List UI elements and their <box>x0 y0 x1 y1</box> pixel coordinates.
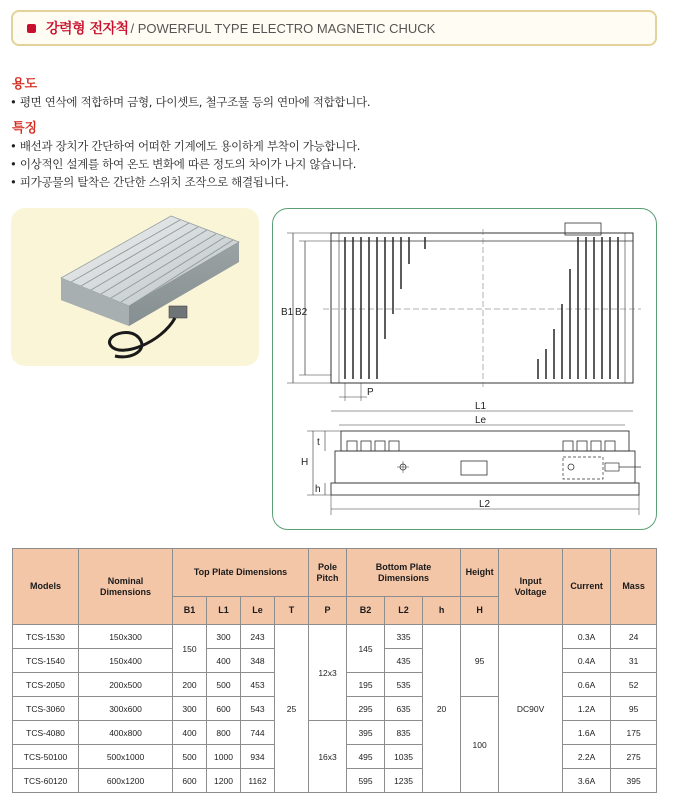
cell-le: 348 <box>241 649 275 673</box>
cell-mass: 24 <box>611 625 657 649</box>
col-nominal-line1: Nominal <box>107 575 144 586</box>
cell-b1: 400 <box>173 721 207 745</box>
label-h-upper: H <box>301 457 309 468</box>
table-row <box>13 625 657 649</box>
cell-b2: 495 <box>347 745 385 769</box>
page-title-korean: 강력형 전자척 <box>46 21 129 37</box>
cell-l1: 500 <box>207 673 241 697</box>
cell-p: 12x3 <box>309 625 347 721</box>
label-t: t <box>317 437 320 448</box>
cell-voltage: DC90V <box>499 625 563 793</box>
col-pole-line2: Pitch <box>316 572 339 583</box>
product-photo <box>11 208 259 366</box>
col-input-line2: Voltage <box>514 586 547 597</box>
cell-l2: 635 <box>385 697 423 721</box>
cell-mass: 175 <box>611 721 657 745</box>
sub-p: P <box>309 597 347 625</box>
cell-b2: 145 <box>347 625 385 673</box>
sub-l1: L1 <box>207 597 241 625</box>
cell-current: 0.4A <box>563 649 611 673</box>
page-title-english: / POWERFUL TYPE ELECTRO MAGNETIC CHUCK <box>130 20 436 36</box>
sub-h-upper: H <box>461 597 499 625</box>
sub-b1: B1 <box>173 597 207 625</box>
cell-model: TCS-2050 <box>13 673 79 697</box>
cell-b1: 300 <box>173 697 207 721</box>
col-pole-pitch <box>309 549 347 597</box>
cell-t: 25 <box>275 625 309 793</box>
cell-model: TCS-4080 <box>13 721 79 745</box>
cell-p: 16x3 <box>309 721 347 793</box>
col-bottom-plate <box>347 549 461 597</box>
cell-h: 20 <box>423 625 461 793</box>
col-input-voltage <box>499 549 563 625</box>
cell-mass: 52 <box>611 673 657 697</box>
col-current: Current <box>563 549 611 625</box>
cell-nominal: 300x600 <box>79 697 173 721</box>
sub-h-lower: h <box>423 597 461 625</box>
cell-b2: 595 <box>347 769 385 793</box>
spec-table <box>12 548 657 793</box>
cell-b1: 600 <box>173 769 207 793</box>
magnetic-chuck-illustration <box>11 208 259 366</box>
label-h-lower: h <box>315 484 321 495</box>
cell-l2: 1035 <box>385 745 423 769</box>
label-b1: B1 <box>281 307 294 318</box>
col-bottom-line1: Bottom Plate <box>375 561 432 572</box>
label-l1: L1 <box>475 401 487 412</box>
cell-le: 243 <box>241 625 275 649</box>
col-models: Models <box>13 549 79 625</box>
col-bottom-line2: Dimensions <box>378 572 430 583</box>
cell-nominal: 150x400 <box>79 649 173 673</box>
cell-height: 100 <box>461 697 499 793</box>
page-title-bar <box>11 10 657 46</box>
cell-b2: 295 <box>347 697 385 721</box>
cell-nominal: 600x1200 <box>79 769 173 793</box>
cell-model: TCS-1540 <box>13 649 79 673</box>
cell-b1: 200 <box>173 673 207 697</box>
cell-l1: 1200 <box>207 769 241 793</box>
cell-model: TCS-50100 <box>13 745 79 769</box>
cell-current: 2.2A <box>563 745 611 769</box>
cell-b2: 195 <box>347 673 385 697</box>
cell-model: TCS-1530 <box>13 625 79 649</box>
cell-current: 0.3A <box>563 625 611 649</box>
col-height: Height <box>461 549 499 597</box>
col-nominal-line2: Dimensions <box>99 586 151 597</box>
cell-mass: 31 <box>611 649 657 673</box>
usage-line: • 평면 연삭에 적합하며 금형, 다이셋트, 철구조물 등의 연마에 적합합니다. <box>10 95 371 109</box>
label-le: Le <box>475 415 487 426</box>
cell-nominal: 150x300 <box>79 625 173 649</box>
technical-drawing <box>272 208 657 530</box>
cell-l1: 800 <box>207 721 241 745</box>
label-b2: B2 <box>295 307 308 318</box>
cell-l2: 535 <box>385 673 423 697</box>
cell-nominal: 200x500 <box>79 673 173 697</box>
cell-b2: 395 <box>347 721 385 745</box>
cell-le: 744 <box>241 721 275 745</box>
cell-l2: 335 <box>385 625 423 649</box>
sub-l2: L2 <box>385 597 423 625</box>
cell-model: TCS-60120 <box>13 769 79 793</box>
cell-b1: 150 <box>173 625 207 673</box>
cell-nominal: 400x800 <box>79 721 173 745</box>
label-l2: L2 <box>479 499 491 510</box>
cell-le: 1162 <box>241 769 275 793</box>
sub-t: T <box>275 597 309 625</box>
cell-current: 0.6A <box>563 673 611 697</box>
dimension-drawing <box>273 209 657 530</box>
feature-line-2: • 이상적인 설계를 하여 온도 변화에 따른 정도의 차이가 나지 않습니다. <box>10 157 357 171</box>
feature-line-1: • 배선과 장치가 간단하여 어떠한 기계에도 용이하게 부착이 가능합니다. <box>10 139 361 153</box>
col-pole-line1: Pole <box>318 561 338 572</box>
cell-nominal: 500x1000 <box>79 745 173 769</box>
cell-l2: 435 <box>385 649 423 673</box>
cell-b1: 500 <box>173 745 207 769</box>
cell-l2: 1235 <box>385 769 423 793</box>
cell-mass: 395 <box>611 769 657 793</box>
cell-l1: 600 <box>207 697 241 721</box>
cell-mass: 275 <box>611 745 657 769</box>
sub-b2: B2 <box>347 597 385 625</box>
cell-model: TCS-3060 <box>13 697 79 721</box>
cell-l1: 1000 <box>207 745 241 769</box>
cell-l1: 400 <box>207 649 241 673</box>
cell-l2: 835 <box>385 721 423 745</box>
col-mass: Mass <box>611 549 657 625</box>
feature-line-3: • 피가공물의 탈착은 간단한 스위치 조작으로 해결됩니다. <box>10 175 289 189</box>
sub-le: Le <box>241 597 275 625</box>
col-input-line1: Input <box>519 575 542 586</box>
cell-current: 1.6A <box>563 721 611 745</box>
cell-current: 1.2A <box>563 697 611 721</box>
label-p: P <box>367 387 374 398</box>
cell-current: 3.6A <box>563 769 611 793</box>
features-heading: 특징 <box>12 121 38 136</box>
cell-le: 934 <box>241 745 275 769</box>
col-top-plate: Top Plate Dimensions <box>173 549 309 597</box>
cell-height: 95 <box>461 625 499 697</box>
title-bullet-icon <box>27 24 36 33</box>
cell-le: 453 <box>241 673 275 697</box>
col-nominal <box>79 549 173 625</box>
cell-le: 543 <box>241 697 275 721</box>
cell-mass: 95 <box>611 697 657 721</box>
cell-l1: 300 <box>207 625 241 649</box>
usage-heading: 용도 <box>12 77 38 92</box>
